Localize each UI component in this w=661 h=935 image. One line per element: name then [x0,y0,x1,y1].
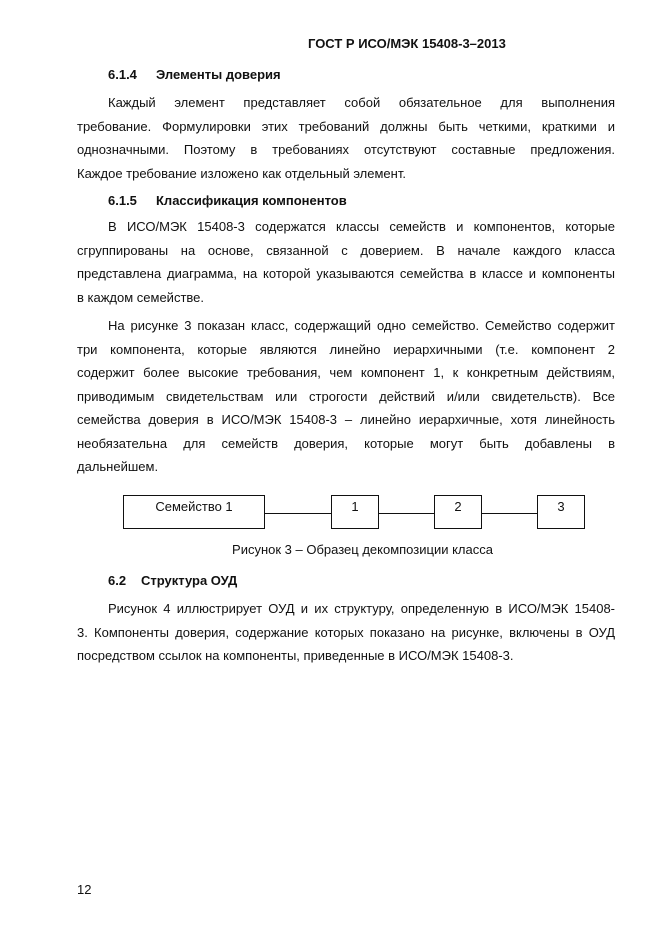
family-box [123,495,265,529]
text-line: приводимым свидетельствам или строгости действий и/или свидетельств). Все [77,388,615,404]
text-line: 3. Компоненты доверия, содержание которых показано на рисунке, включены в ОУД [77,624,615,640]
text-line: необязательна для семейств доверия, которые могут быть добавлены в [77,435,615,451]
text-line: Каждый элемент представляет собой обязательное для выполнения [108,95,615,110]
component-box-2 [434,495,482,529]
text-line: Рисунок 4 иллюстрирует ОУД и их структуру, определенную в ИСО/МЭК 15408- [108,601,615,616]
text-line: семейства доверия в ИСО/МЭК 15408-3 – линейно иерархичные, хотя линейность [77,412,615,427]
paragraph-figure3-description [77,314,615,479]
section-heading-6-1-5 [108,193,347,208]
text-line: посредством ссылок на компоненты, приведенные в ИСО/МЭК 15408-3. [77,648,514,663]
section-number: 6.2 [108,573,127,588]
text-line: однозначными. Поэтому в требованиях отсутствуют составные предложения. [77,142,615,157]
section-heading-6-1-4 [108,67,281,82]
component-label: 2 [454,499,462,514]
text-line: сгруппированы на основе, связанной с доверием. В начале каждого класса [77,242,615,258]
connector-line [379,513,434,514]
family-label: Семейство 1 [155,499,233,514]
section-number: 6.1.4 [108,67,137,82]
section-title: Классификация компонентов [156,193,347,208]
text-line: содержит более высокие требования, чем компонент 1, к конкретным действиям, [77,365,615,380]
component-box-3 [537,495,585,529]
text-line: дальнейшем. [77,459,159,474]
text-line: В ИСО/МЭК 15408-3 содержатся классы семейств и компонентов, которые [108,219,615,234]
component-label: 1 [351,499,359,514]
section-heading-6-2 [108,573,237,588]
connector-line [265,513,331,514]
paragraph-component-classification [77,215,615,309]
document-code-header: ГОСТ Р ИСО/МЭК 15408-3–2013 [308,36,506,51]
text-line: в каждом семействе. [77,289,204,305]
section-number: 6.1.5 [108,193,137,208]
component-box-1 [331,495,379,529]
connector-line [482,513,537,514]
section-title: Элементы доверия [156,67,281,82]
figure-caption-text: Рисунок 3 – Образец декомпозиции класса [232,542,493,557]
paragraph-ead-structure [77,597,615,668]
paragraph-assurance-elements [77,91,615,185]
component-label: 3 [557,499,565,514]
text-line: требование. Формулировки этих требований должны быть четкими, краткими и [77,118,615,134]
text-line: На рисунке 3 показан класс, содержащий одно семейство. Семейство содержит [108,318,615,333]
text-line: представлена диаграмма, на которой указываются семейства в классе и компоненты [77,266,615,281]
text-line: три компонента, которые являются линейно иерархичными (т.е. компонент 2 [77,341,615,357]
figure-caption [0,542,661,557]
page-number: 12 [77,882,92,897]
section-title: Структура ОУД [141,573,238,588]
text-line: Каждое требование изложено как отдельный элемент. [77,165,406,181]
